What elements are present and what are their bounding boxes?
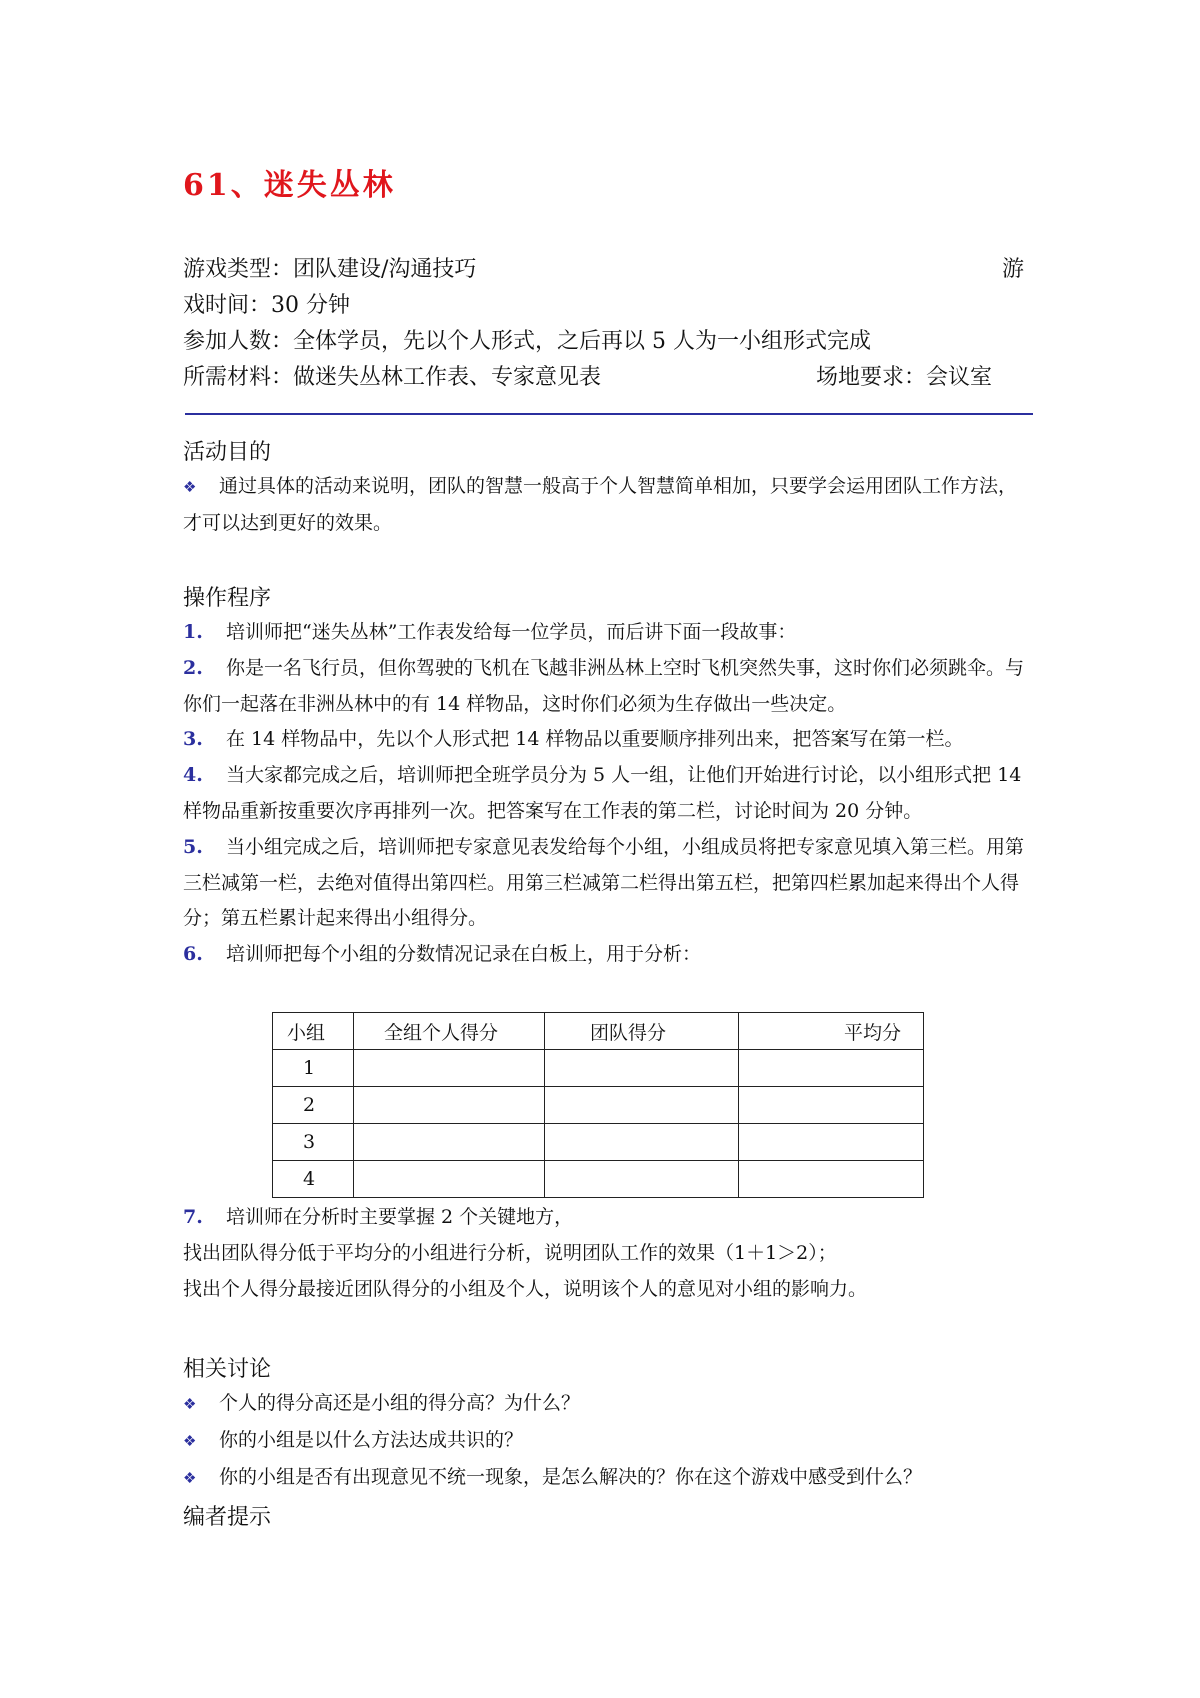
list-item: 7. 培训师在分析时主要掌握 2 个关键地方， xyxy=(183,1206,574,1228)
discussion-list xyxy=(183,1386,1031,1496)
diamond-bullet-icon: ❖ xyxy=(183,1468,197,1487)
divider xyxy=(185,413,1033,415)
analysis-line: 找出个人得分最接近团队得分的小组及个人，说明该个人的意见对小组的影响力。 xyxy=(183,1277,868,1300)
purpose-text: ❖ 通过具体的活动来说明，团队的智慧一般高于个人智慧简单相加，只要学会运用团队工作方法，才可以达到更好的效果。 xyxy=(183,469,1031,542)
section-heading-purpose: 活动目的 xyxy=(183,440,272,465)
procedure-analysis xyxy=(183,1200,1031,1307)
list-item: ❖ 个人的得分高还是小组的得分高？为什么？ xyxy=(183,1386,1031,1423)
table-header: 平均分 xyxy=(739,1013,924,1050)
page-title: 61、迷失丛林 xyxy=(183,168,396,203)
section-heading-discussion: 相关讨论 xyxy=(183,1357,272,1382)
game-time: 戏时间：30 分钟 xyxy=(183,293,350,318)
analysis-line: 找出团队得分低于平均分的小组进行分析，说明团队工作的效果（1＋1＞2）； xyxy=(183,1241,837,1264)
game-type-overflow: 游 xyxy=(1002,257,1025,282)
table-row: 3 xyxy=(273,1124,924,1161)
list-item: 6. 培训师把每个小组的分数情况记录在白板上，用于分析： xyxy=(183,943,702,966)
procedure-list xyxy=(183,615,1031,973)
table-header: 小组 xyxy=(273,1013,354,1050)
list-item: ❖ 你的小组是以什么方法达成共识的？ xyxy=(183,1423,1031,1460)
table-header-row xyxy=(273,1013,924,1050)
materials: 所需材料：做迷失丛林工作表、专家意见表 xyxy=(183,365,602,390)
list-item: ❖ 你的小组是否有出现意见不统一现象，是怎么解决的？你在这个游戏中感受到什么？ xyxy=(183,1460,1031,1497)
diamond-bullet-icon: ❖ xyxy=(183,1431,197,1450)
list-item: 5. 当小组完成之后，培训师把专家意见表发给每个小组，小组成员将把专家意见填入第三栏。用第三栏减第一栏，去绝对值得出第四栏。用第三栏减第二栏得出第五栏，把第四栏累加起来得出个人得分；第五栏累计起来得出小组得分。 xyxy=(183,835,1025,930)
table-row: 1 xyxy=(273,1050,924,1087)
list-item: 3. 在 14 样物品中，先以个人形式把 14 样物品以重要顺序排列出来，把答案写在第一栏。 xyxy=(183,728,964,751)
table-header: 全组个人得分 xyxy=(354,1013,545,1050)
list-item: 1. 培训师把“迷失丛林”工作表发给每一位学员，而后讲下面一段故事： xyxy=(183,621,797,643)
table-row: 4 xyxy=(273,1161,924,1198)
table-row: 2 xyxy=(273,1087,924,1124)
diamond-bullet-icon: ❖ xyxy=(183,1395,197,1413)
diamond-bullet-icon: ❖ xyxy=(183,478,197,496)
score-table xyxy=(272,1012,924,1198)
list-item: 4. 当大家都完成之后，培训师把全班学员分为 5 人一组，让他们开始进行讨论，以小组形式把 14 样物品重新按重要次序再排列一次。把答案写在工作表的第二栏，讨论时间为 20 分钟。 xyxy=(183,764,1022,822)
list-item: 2. 你是一名飞行员，但你驾驶的飞机在飞越非洲丛林上空时飞机突然失事，这时你们必须跳伞。与你们一起落在非洲丛林中的有 14 样物品，这时你们必须为生存做出一些决定。 xyxy=(183,656,1025,715)
participants: 参加人数：全体学员，先以个人形式，之后再以 5 人为一小组形式完成 xyxy=(183,329,871,354)
table-header: 团队得分 xyxy=(545,1013,739,1050)
section-heading-procedure: 操作程序 xyxy=(183,586,272,611)
venue: 场地要求：会议室 xyxy=(816,365,993,390)
game-type: 游戏类型：团队建设/沟通技巧 xyxy=(183,257,477,282)
section-heading-editor: 编者提示 xyxy=(183,1505,272,1530)
